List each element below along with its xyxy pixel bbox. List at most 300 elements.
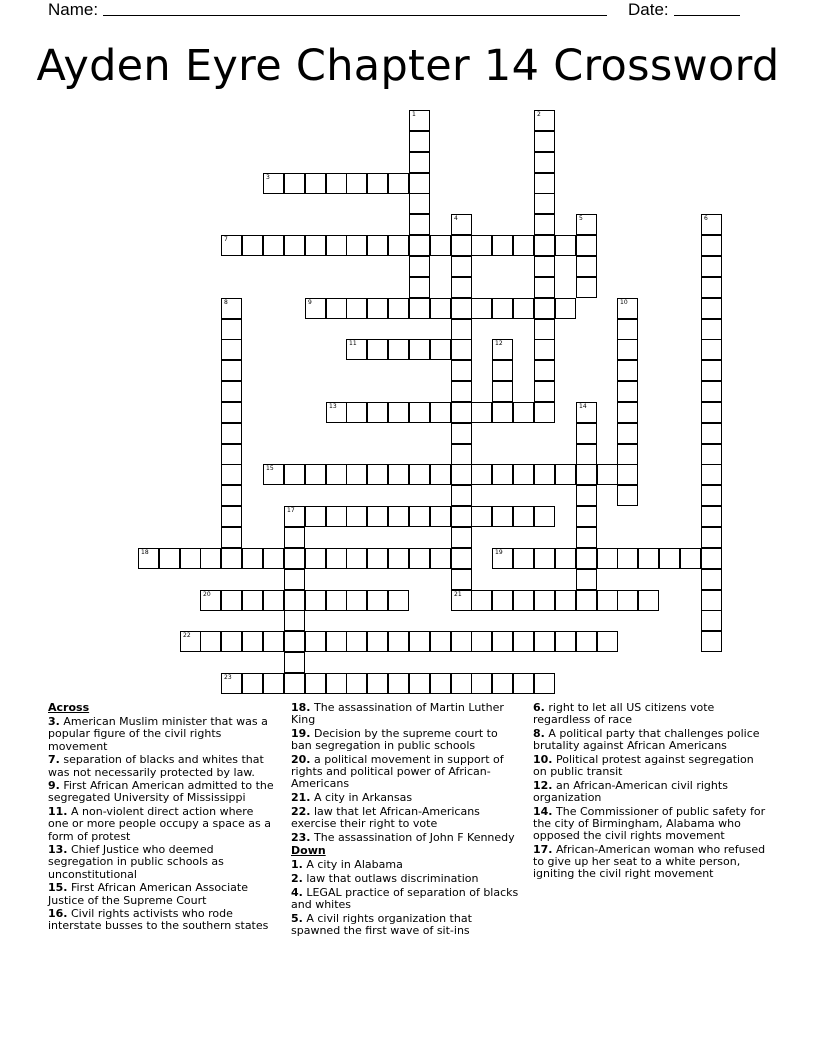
grid-cell[interactable] [701, 256, 722, 277]
grid-cell[interactable] [430, 506, 451, 527]
grid-cell[interactable] [638, 590, 659, 611]
clue-item [533, 702, 769, 726]
grid-cell[interactable] [701, 339, 722, 360]
clue-item [48, 806, 276, 843]
grid-cell[interactable] [409, 131, 430, 152]
grid-cell[interactable] [221, 381, 242, 402]
grid-cell[interactable] [263, 173, 284, 194]
clue-num: 7. [48, 753, 60, 767]
clue-number: 13 [329, 403, 337, 410]
grid-cell[interactable] [263, 464, 284, 485]
clue-number: 19 [495, 549, 503, 556]
grid-cell[interactable] [513, 298, 534, 319]
grid-cell[interactable] [617, 590, 638, 611]
clue-text: Civil rights activists who rode interstate busses to the southern states [48, 907, 269, 933]
grid-cell[interactable] [451, 339, 472, 360]
grid-cell[interactable] [576, 423, 597, 444]
grid-cell[interactable] [221, 527, 242, 548]
grid-cell[interactable] [617, 319, 638, 340]
grid-cell[interactable] [388, 506, 409, 527]
grid-cell[interactable] [388, 673, 409, 694]
grid-cell[interactable] [346, 631, 367, 652]
grid-cell[interactable] [451, 527, 472, 548]
grid-cell[interactable] [617, 360, 638, 381]
grid-cell[interactable] [534, 152, 555, 173]
grid-cell[interactable] [597, 631, 618, 652]
grid-cell[interactable] [346, 464, 367, 485]
clue-item [291, 832, 519, 844]
grid-cell[interactable] [326, 235, 347, 256]
grid-cell[interactable] [409, 402, 430, 423]
grid-cell[interactable] [534, 590, 555, 611]
grid-cell[interactable] [617, 339, 638, 360]
grid-cell[interactable] [471, 506, 492, 527]
grid-cell[interactable] [451, 402, 472, 423]
grid-cell[interactable] [221, 590, 242, 611]
clue-number: 11 [349, 340, 357, 347]
across-heading: Across [48, 701, 90, 714]
grid-cell[interactable] [367, 506, 388, 527]
grid-cell[interactable] [534, 631, 555, 652]
grid-cell[interactable] [180, 548, 201, 569]
grid-cell[interactable] [326, 673, 347, 694]
clue-item [291, 702, 519, 726]
grid-cell[interactable] [305, 548, 326, 569]
grid-cell[interactable] [617, 423, 638, 444]
grid-cell[interactable] [701, 569, 722, 590]
grid-cell[interactable] [305, 235, 326, 256]
grid-cell[interactable] [430, 235, 451, 256]
grid-cell[interactable] [221, 402, 242, 423]
clue-number: 17 [287, 507, 295, 514]
grid-cell[interactable] [430, 339, 451, 360]
grid-cell[interactable] [284, 673, 305, 694]
grid-cell[interactable] [200, 548, 221, 569]
grid-cell[interactable] [284, 631, 305, 652]
grid-cell[interactable] [513, 464, 534, 485]
grid-cell[interactable] [701, 298, 722, 319]
grid-cell[interactable] [221, 464, 242, 485]
grid-cell[interactable] [388, 235, 409, 256]
grid-cell[interactable] [284, 610, 305, 631]
grid-cell[interactable] [534, 548, 555, 569]
grid-cell[interactable] [471, 235, 492, 256]
grid-cell[interactable] [534, 402, 555, 423]
clue-num: 23. [291, 830, 311, 844]
grid-cell[interactable] [701, 277, 722, 298]
clue-number: 7 [224, 236, 228, 243]
grid-cell[interactable] [701, 631, 722, 652]
grid-cell[interactable] [409, 110, 430, 131]
grid-cell[interactable] [513, 506, 534, 527]
grid-cell[interactable] [617, 381, 638, 402]
grid-cell[interactable] [326, 506, 347, 527]
grid-cell[interactable] [388, 631, 409, 652]
grid-cell[interactable] [305, 298, 326, 319]
grid-cell[interactable] [430, 464, 451, 485]
grid-cell[interactable] [701, 423, 722, 444]
grid-cell[interactable] [451, 464, 472, 485]
grid-cell[interactable] [555, 548, 576, 569]
clue-text: The Commissioner of public safety for the city of Birmingham, Alabama who opposed the civil rights movement [533, 804, 766, 843]
grid-cell[interactable] [409, 298, 430, 319]
grid-cell[interactable] [555, 590, 576, 611]
grid-cell[interactable] [367, 464, 388, 485]
grid-cell[interactable] [471, 464, 492, 485]
grid-cell[interactable] [409, 152, 430, 173]
grid-cell[interactable] [284, 590, 305, 611]
clue-number: 4 [454, 215, 458, 222]
grid-cell[interactable] [451, 506, 472, 527]
grid-cell[interactable] [284, 548, 305, 569]
grid-cell[interactable] [221, 444, 242, 465]
grid-cell[interactable] [451, 298, 472, 319]
grid-cell[interactable] [534, 464, 555, 485]
grid-cell[interactable] [346, 173, 367, 194]
grid-cell[interactable] [451, 381, 472, 402]
grid-cell[interactable] [576, 548, 597, 569]
grid-cell[interactable] [492, 464, 513, 485]
grid-cell[interactable] [513, 631, 534, 652]
grid-cell[interactable] [388, 173, 409, 194]
grid-cell[interactable] [576, 402, 597, 423]
grid-cell[interactable] [430, 298, 451, 319]
grid-cell[interactable] [388, 464, 409, 485]
grid-cell[interactable] [576, 444, 597, 465]
clue-text: A political party that challenges police brutality against African Americans [533, 726, 760, 753]
grid-cell[interactable] [513, 548, 534, 569]
grid-cell[interactable] [221, 298, 242, 319]
grid-cell[interactable] [326, 548, 347, 569]
grid-cell[interactable] [576, 464, 597, 485]
grid-cell[interactable] [221, 339, 242, 360]
grid-cell[interactable] [346, 548, 367, 569]
grid-cell[interactable] [367, 631, 388, 652]
grid-cell[interactable] [534, 339, 555, 360]
grid-cell[interactable] [388, 339, 409, 360]
grid-cell[interactable] [555, 235, 576, 256]
clue-num: 6. [533, 701, 545, 714]
grid-cell[interactable] [576, 277, 597, 298]
grid-cell[interactable] [284, 464, 305, 485]
clue-number: 18 [141, 549, 149, 556]
grid-cell[interactable] [326, 298, 347, 319]
grid-cell[interactable] [221, 360, 242, 381]
grid-cell[interactable] [617, 444, 638, 465]
grid-cell[interactable] [221, 319, 242, 340]
grid-cell[interactable] [200, 631, 221, 652]
grid-cell[interactable] [701, 402, 722, 423]
grid-cell[interactable] [367, 235, 388, 256]
grid-cell[interactable] [492, 673, 513, 694]
grid-cell[interactable] [576, 485, 597, 506]
grid-cell[interactable] [388, 548, 409, 569]
grid-cell[interactable] [305, 506, 326, 527]
grid-cell[interactable] [492, 590, 513, 611]
clue-item [291, 792, 519, 804]
grid-cell[interactable] [576, 235, 597, 256]
grid-cell[interactable] [367, 173, 388, 194]
grid-cell[interactable] [513, 590, 534, 611]
grid-cell[interactable] [430, 631, 451, 652]
grid-cell[interactable] [471, 402, 492, 423]
grid-cell[interactable] [492, 360, 513, 381]
grid-cell[interactable] [221, 631, 242, 652]
grid-cell[interactable] [451, 485, 472, 506]
grid-cell[interactable] [242, 235, 263, 256]
grid-cell[interactable] [701, 319, 722, 340]
grid-cell[interactable] [200, 590, 221, 611]
grid-cell[interactable] [701, 235, 722, 256]
grid-cell[interactable] [471, 631, 492, 652]
grid-cell[interactable] [263, 590, 284, 611]
grid-cell[interactable] [409, 464, 430, 485]
grid-cell[interactable] [617, 485, 638, 506]
grid-cell[interactable] [680, 548, 701, 569]
clue-item [291, 859, 519, 871]
grid-cell[interactable] [221, 485, 242, 506]
grid-cell[interactable] [305, 631, 326, 652]
grid-cell[interactable] [284, 652, 305, 673]
grid-cell[interactable] [346, 298, 367, 319]
grid-cell[interactable] [451, 423, 472, 444]
clues-column-3 [533, 702, 769, 882]
clue-number: 3 [266, 174, 270, 181]
grid-cell[interactable] [284, 506, 305, 527]
grid-cell[interactable] [305, 464, 326, 485]
grid-cell[interactable] [221, 548, 242, 569]
grid-cell[interactable] [451, 214, 472, 235]
grid-cell[interactable] [367, 402, 388, 423]
grid-cell[interactable] [326, 402, 347, 423]
grid-cell[interactable] [701, 610, 722, 631]
grid-cell[interactable] [534, 360, 555, 381]
grid-cell[interactable] [576, 214, 597, 235]
grid-cell[interactable] [138, 548, 159, 569]
grid-cell[interactable] [367, 590, 388, 611]
grid-cell[interactable] [346, 339, 367, 360]
clue-num: 17. [533, 842, 553, 856]
grid-cell[interactable] [346, 402, 367, 423]
grid-cell[interactable] [492, 548, 513, 569]
grid-cell[interactable] [492, 298, 513, 319]
grid-cell[interactable] [263, 673, 284, 694]
grid-cell[interactable] [701, 464, 722, 485]
grid-cell[interactable] [492, 339, 513, 360]
grid-cell[interactable] [471, 673, 492, 694]
grid-cell[interactable] [576, 569, 597, 590]
grid-cell[interactable] [388, 402, 409, 423]
grid-cell[interactable] [701, 548, 722, 569]
grid-cell[interactable] [263, 548, 284, 569]
grid-cell[interactable] [409, 673, 430, 694]
clue-text: right to let all US citizens vote regardless of race [533, 701, 715, 727]
grid-cell[interactable] [597, 464, 618, 485]
grid-cell[interactable] [576, 590, 597, 611]
grid-cell[interactable] [451, 673, 472, 694]
grid-cell[interactable] [346, 506, 367, 527]
grid-cell[interactable] [221, 506, 242, 527]
name-label: Name: [48, 0, 99, 19]
grid-cell[interactable] [367, 673, 388, 694]
clue-number: 20 [203, 591, 211, 598]
grid-cell[interactable] [409, 193, 430, 214]
grid-cell[interactable] [576, 256, 597, 277]
grid-cell[interactable] [701, 214, 722, 235]
grid-cell[interactable] [284, 527, 305, 548]
grid-cell[interactable] [701, 590, 722, 611]
grid-cell[interactable] [492, 235, 513, 256]
grid-cell[interactable] [451, 631, 472, 652]
grid-cell[interactable] [409, 235, 430, 256]
grid-cell[interactable] [367, 339, 388, 360]
grid-cell[interactable] [534, 298, 555, 319]
grid-cell[interactable] [534, 277, 555, 298]
clues-column-1 [48, 702, 276, 934]
grid-cell[interactable] [492, 381, 513, 402]
grid-cell[interactable] [701, 381, 722, 402]
grid-cell[interactable] [242, 673, 263, 694]
grid-cell[interactable] [617, 402, 638, 423]
clue-num: 12. [533, 778, 553, 792]
grid-cell[interactable] [409, 173, 430, 194]
grid-cell[interactable] [284, 173, 305, 194]
grid-cell[interactable] [180, 631, 201, 652]
grid-cell[interactable] [451, 360, 472, 381]
grid-cell[interactable] [326, 173, 347, 194]
grid-cell[interactable] [221, 423, 242, 444]
grid-cell[interactable] [555, 464, 576, 485]
grid-cell[interactable] [159, 548, 180, 569]
grid-cell[interactable] [534, 381, 555, 402]
grid-cell[interactable] [534, 506, 555, 527]
grid-cell[interactable] [597, 548, 618, 569]
grid-cell[interactable] [430, 548, 451, 569]
grid-cell[interactable] [263, 235, 284, 256]
grid-cell[interactable] [576, 506, 597, 527]
grid-cell[interactable] [513, 235, 534, 256]
grid-cell[interactable] [451, 548, 472, 569]
clue-num: 21. [291, 790, 311, 804]
grid-cell[interactable] [409, 339, 430, 360]
grid-cell[interactable] [305, 173, 326, 194]
grid-cell[interactable] [471, 298, 492, 319]
grid-cell[interactable] [221, 235, 242, 256]
grid-cell[interactable] [659, 548, 680, 569]
grid-cell[interactable] [409, 506, 430, 527]
grid-cell[interactable] [534, 319, 555, 340]
clue-item [291, 913, 519, 937]
clue-number: 1 [412, 111, 416, 118]
grid-cell[interactable] [597, 590, 618, 611]
grid-cell[interactable] [534, 193, 555, 214]
grid-cell[interactable] [242, 631, 263, 652]
grid-cell[interactable] [513, 673, 534, 694]
grid-cell[interactable] [346, 235, 367, 256]
grid-cell[interactable] [513, 402, 534, 423]
grid-cell[interactable] [617, 298, 638, 319]
grid-cell[interactable] [451, 256, 472, 277]
grid-cell[interactable] [701, 506, 722, 527]
grid-cell[interactable] [492, 506, 513, 527]
grid-cell[interactable] [367, 298, 388, 319]
grid-cell[interactable] [451, 235, 472, 256]
clue-text: Decision by the supreme court to ban segregation in public schools [291, 726, 498, 753]
grid-cell[interactable] [576, 631, 597, 652]
grid-cell[interactable] [638, 548, 659, 569]
grid-cell[interactable] [409, 631, 430, 652]
clue-number: 10 [620, 299, 628, 306]
grid-cell[interactable] [492, 631, 513, 652]
grid-cell[interactable] [409, 277, 430, 298]
grid-cell[interactable] [263, 631, 284, 652]
clue-text: Political protest against segregation on public transit [533, 752, 754, 779]
clue-text: A city in Arkansas [310, 790, 413, 804]
grid-cell[interactable] [617, 548, 638, 569]
grid-cell[interactable] [471, 590, 492, 611]
grid-cell[interactable] [326, 631, 347, 652]
grid-cell[interactable] [555, 298, 576, 319]
clue-item [291, 754, 519, 791]
grid-cell[interactable] [367, 548, 388, 569]
grid-cell[interactable] [451, 319, 472, 340]
grid-cell[interactable] [409, 256, 430, 277]
grid-cell[interactable] [534, 214, 555, 235]
grid-cell[interactable] [701, 360, 722, 381]
grid-cell[interactable] [242, 548, 263, 569]
grid-cell[interactable] [305, 673, 326, 694]
grid-cell[interactable] [534, 256, 555, 277]
grid-cell[interactable] [409, 548, 430, 569]
clue-num: 16. [48, 907, 68, 921]
grid-cell[interactable] [388, 298, 409, 319]
grid-cell[interactable] [701, 485, 722, 506]
grid-cell[interactable] [534, 131, 555, 152]
grid-cell[interactable] [305, 590, 326, 611]
grid-cell[interactable] [451, 590, 472, 611]
grid-cell[interactable] [430, 402, 451, 423]
grid-cell[interactable] [326, 590, 347, 611]
clue-num: 1. [291, 858, 303, 872]
grid-cell[interactable] [534, 235, 555, 256]
grid-cell[interactable] [451, 444, 472, 465]
grid-cell[interactable] [534, 673, 555, 694]
clue-item [48, 844, 276, 881]
grid-cell[interactable] [346, 590, 367, 611]
grid-cell[interactable] [284, 569, 305, 590]
grid-cell[interactable] [409, 214, 430, 235]
grid-cell[interactable] [451, 569, 472, 590]
grid-cell[interactable] [576, 527, 597, 548]
grid-cell[interactable] [534, 173, 555, 194]
clue-text: African-American woman who refused to give up her seat to a white person, igniting the civil right movement [533, 842, 766, 881]
grid-cell[interactable] [388, 590, 409, 611]
grid-cell[interactable] [221, 673, 242, 694]
grid-cell[interactable] [701, 444, 722, 465]
grid-cell[interactable] [701, 527, 722, 548]
grid-cell[interactable] [492, 402, 513, 423]
grid-cell[interactable] [242, 590, 263, 611]
grid-cell[interactable] [346, 673, 367, 694]
grid-cell[interactable] [430, 673, 451, 694]
grid-cell[interactable] [284, 235, 305, 256]
grid-cell[interactable] [534, 110, 555, 131]
grid-cell[interactable] [326, 464, 347, 485]
clue-item [48, 908, 276, 932]
grid-cell[interactable] [555, 631, 576, 652]
grid-cell[interactable] [451, 277, 472, 298]
grid-cell[interactable] [617, 464, 638, 485]
